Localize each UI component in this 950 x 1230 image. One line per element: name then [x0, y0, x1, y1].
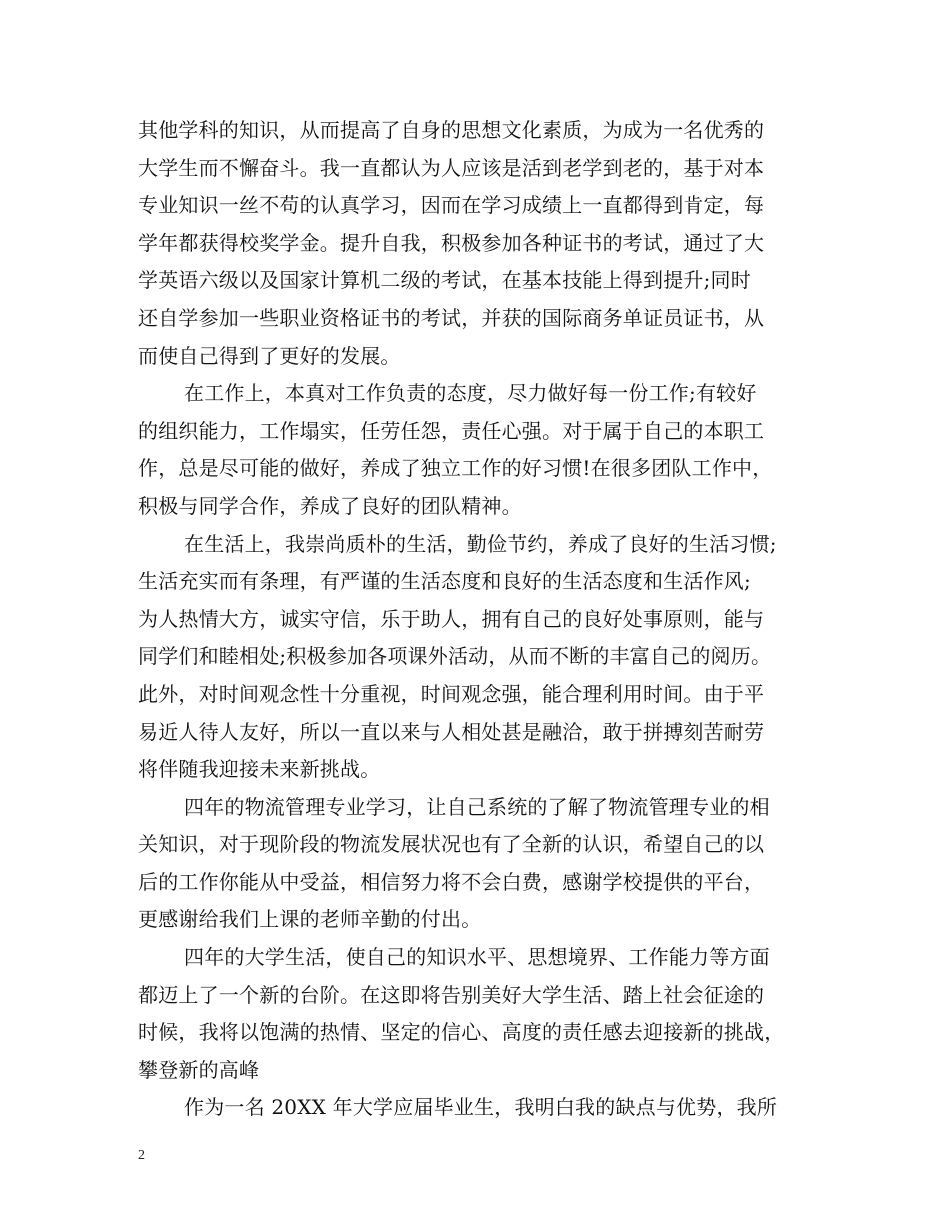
text-line: 攀登新的高峰: [138, 1057, 260, 1082]
text-line: 关知识，对于现阶段的物流发展状况也有了全新的认识，希望自己的以: [138, 832, 765, 857]
body-text: [138, 112, 818, 1127]
paragraph-first-line: 在生活上，我崇尚质朴的生活，勤俭节约，养成了良好的生活习惯;: [184, 531, 777, 556]
text-line: 生活充实而有条理，有严谨的生活态度和良好的生活态度和生活作风;: [138, 569, 751, 594]
text-line: 积极与同学合作，养成了良好的团队精神。: [138, 493, 522, 518]
text-line: 都迈上了一个新的台阶。在这即将告别美好大学生活、踏上社会征途的: [138, 982, 765, 1007]
paragraph-first-line: 作为一名 20XX 年大学应届毕业生，我明白我的缺点与优势，我所: [184, 1095, 778, 1120]
text-line: 学英语六级以及国家计算机二级的考试，在基本技能上得到提升;同时: [138, 268, 751, 293]
paragraph-first-line: 四年的大学生活，使自己的知识水平、思想境界、工作能力等方面: [184, 945, 770, 970]
text-line: 学年都获得校奖学金。提升自我，积极参加各种证书的考试，通过了大: [138, 230, 765, 255]
text-line: 将伴随我迎接未来新挑战。: [138, 757, 381, 782]
text-line: 其他学科的知识，从而提高了自身的思想文化素质，为成为一名优秀的: [138, 118, 765, 142]
text-line: 还自学参加一些职业资格证书的考试，并获的国际商务单证员证书，从: [138, 305, 765, 330]
text-line: 更感谢给我们上课的老师辛勤的付出。: [138, 907, 482, 932]
paragraph-first-line: 四年的物流管理专业学习，让自己系统的了解了物流管理专业的相: [184, 794, 770, 819]
text-line: 时候，我将以饱满的热情、坚定的信心、高度的责任感去迎接新的挑战，: [138, 1020, 785, 1045]
text-line: 此外，对时间观念性十分重视，时间观念强，能合理利用时间。由于平: [138, 681, 765, 706]
text-line: 后的工作你能从中受益，相信努力将不会白费，感谢学校提供的平台，: [138, 869, 765, 894]
text-line: 大学生而不懈奋斗。我一直都认为人应该是活到老学到老的，基于对本: [138, 155, 765, 180]
text-line: 同学们和睦相处;积极参加各项课外活动，从而不断的丰富自己的阅历。: [138, 644, 772, 669]
text-line: 专业知识一丝不苟的认真学习，因而在学习成绩上一直都得到肯定，每: [138, 193, 765, 218]
page-number: 2: [138, 1148, 145, 1163]
text-line: 易近人待人友好，所以一直以来与人相处甚是融洽，敢于拼搏刻苦耐劳: [138, 719, 765, 744]
text-line: 而使自己得到了更好的发展。: [138, 343, 401, 368]
text-line: 的组织能力，工作塌实，任劳任怨，责任心强。对于属于自己的本职工: [138, 418, 765, 443]
text-line: 为人热情大方，诚实守信，乐于助人，拥有自己的良好处事原则，能与: [138, 606, 765, 631]
text-line: 作，总是尽可能的做好，养成了独立工作的好习惯!在很多团队工作中，: [138, 456, 773, 481]
paragraph-first-line: 在工作上，本真对工作负责的态度，尽力做好每一份工作;有较好: [184, 381, 757, 406]
